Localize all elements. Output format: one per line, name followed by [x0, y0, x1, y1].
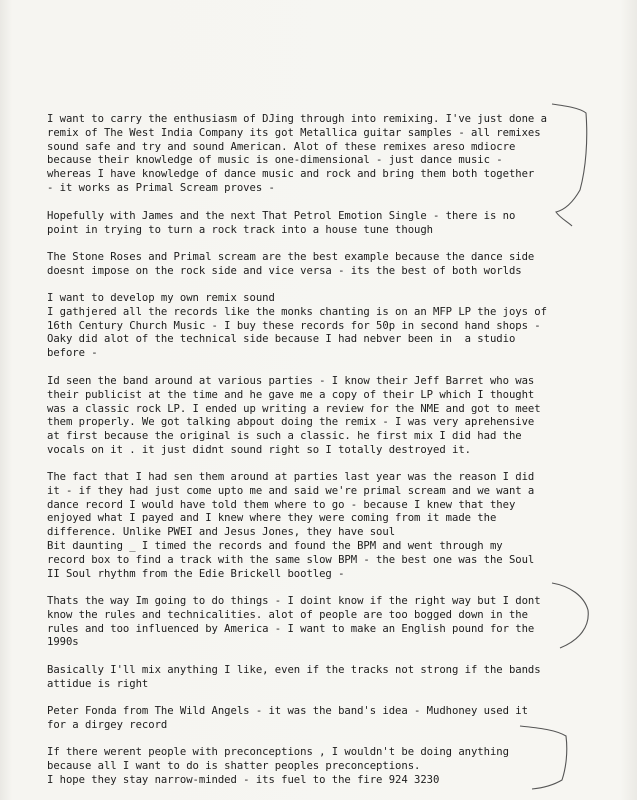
- paragraph-6: The fact that I had sen them around at parties last year was the reason I did it - if they had just come upto me and said we're primal scream and we want a dance record I would have told them where to go - because I knew that they enjoyed what I payed and I knew where they were coming from it made the difference. Unlike PWEI and Jesus Jones, they have soul: [47, 471, 535, 539]
- paragraph-2: Hopefully with James and the next That Petrol Emotion Single - there is no point in trying to turn a rock track into a house tune though: [47, 210, 516, 236]
- paragraph-1: I want to carry the enthusiasm of DJing through into remixing. I've just done a remix of The West India Company its got Metallica guitar samples - all remixes sound safe and try and sound American. Alot of these remixes areso mdiocre because their knowledge of music is one-dimensional - just dance music - whereas I have knowledge of dance music and rock and bring them both together - it works as Primal Scream proves -: [47, 113, 547, 194]
- paragraph-9: Basically I'll mix anything I like, even if the tracks not strong if the bands attidue is right: [47, 664, 541, 690]
- paragraph-4: I want to develop my own remix sound I gathjered all the records like the monks chanting is on an MFP LP the joys of 16th Century Church Music - I buy these records for 50p in second hand shops - Oaky did alot of the technical side because I had nebver been in a studio before -: [47, 292, 547, 360]
- paragraph-8: Thats the way Im going to do things - I doint know if the right way but I dont know the rules and technicalities. alot of people are too bogged down in the rules and too influenced by America - I want to make an English pound for the 1990s: [47, 595, 541, 649]
- paragraph-11: If there werent people with preconceptions , I wouldn't be doing anything because all I want to do is shatter peoples preconceptions. I hope they stay narrow-minded - its fuel to the fire 924 3230: [47, 746, 509, 786]
- paragraph-3: The Stone Roses and Primal scream are the best example because the dance side doesnt impose on the rock side and vice versa - its the best of both worlds: [47, 251, 535, 277]
- paragraph-10: Peter Fonda from The Wild Angels - it was the band's idea - Mudhoney used it for a dirgey record: [47, 705, 528, 731]
- paragraph-5: Id seen the band around at various parties - I know their Jeff Barret who was their publicist at the time and he gave me a copy of their LP which I thought was a classic rock LP. I ended up writing a review for the NME and got to meet them properly. We got talking abpout doing the remix - I was very aprehensive at first because the original is such a classic. he first mix I did had the vocals on it . it just didnt sound right so I totally destroyed it.: [47, 375, 541, 456]
- paragraph-7: Bit daunting _ I timed the records and found the BPM and went through my record box to find a track with the same slow BPM - the best one was the Soul II Soul rhythm from the Edie Brickell bootleg -: [47, 540, 535, 580]
